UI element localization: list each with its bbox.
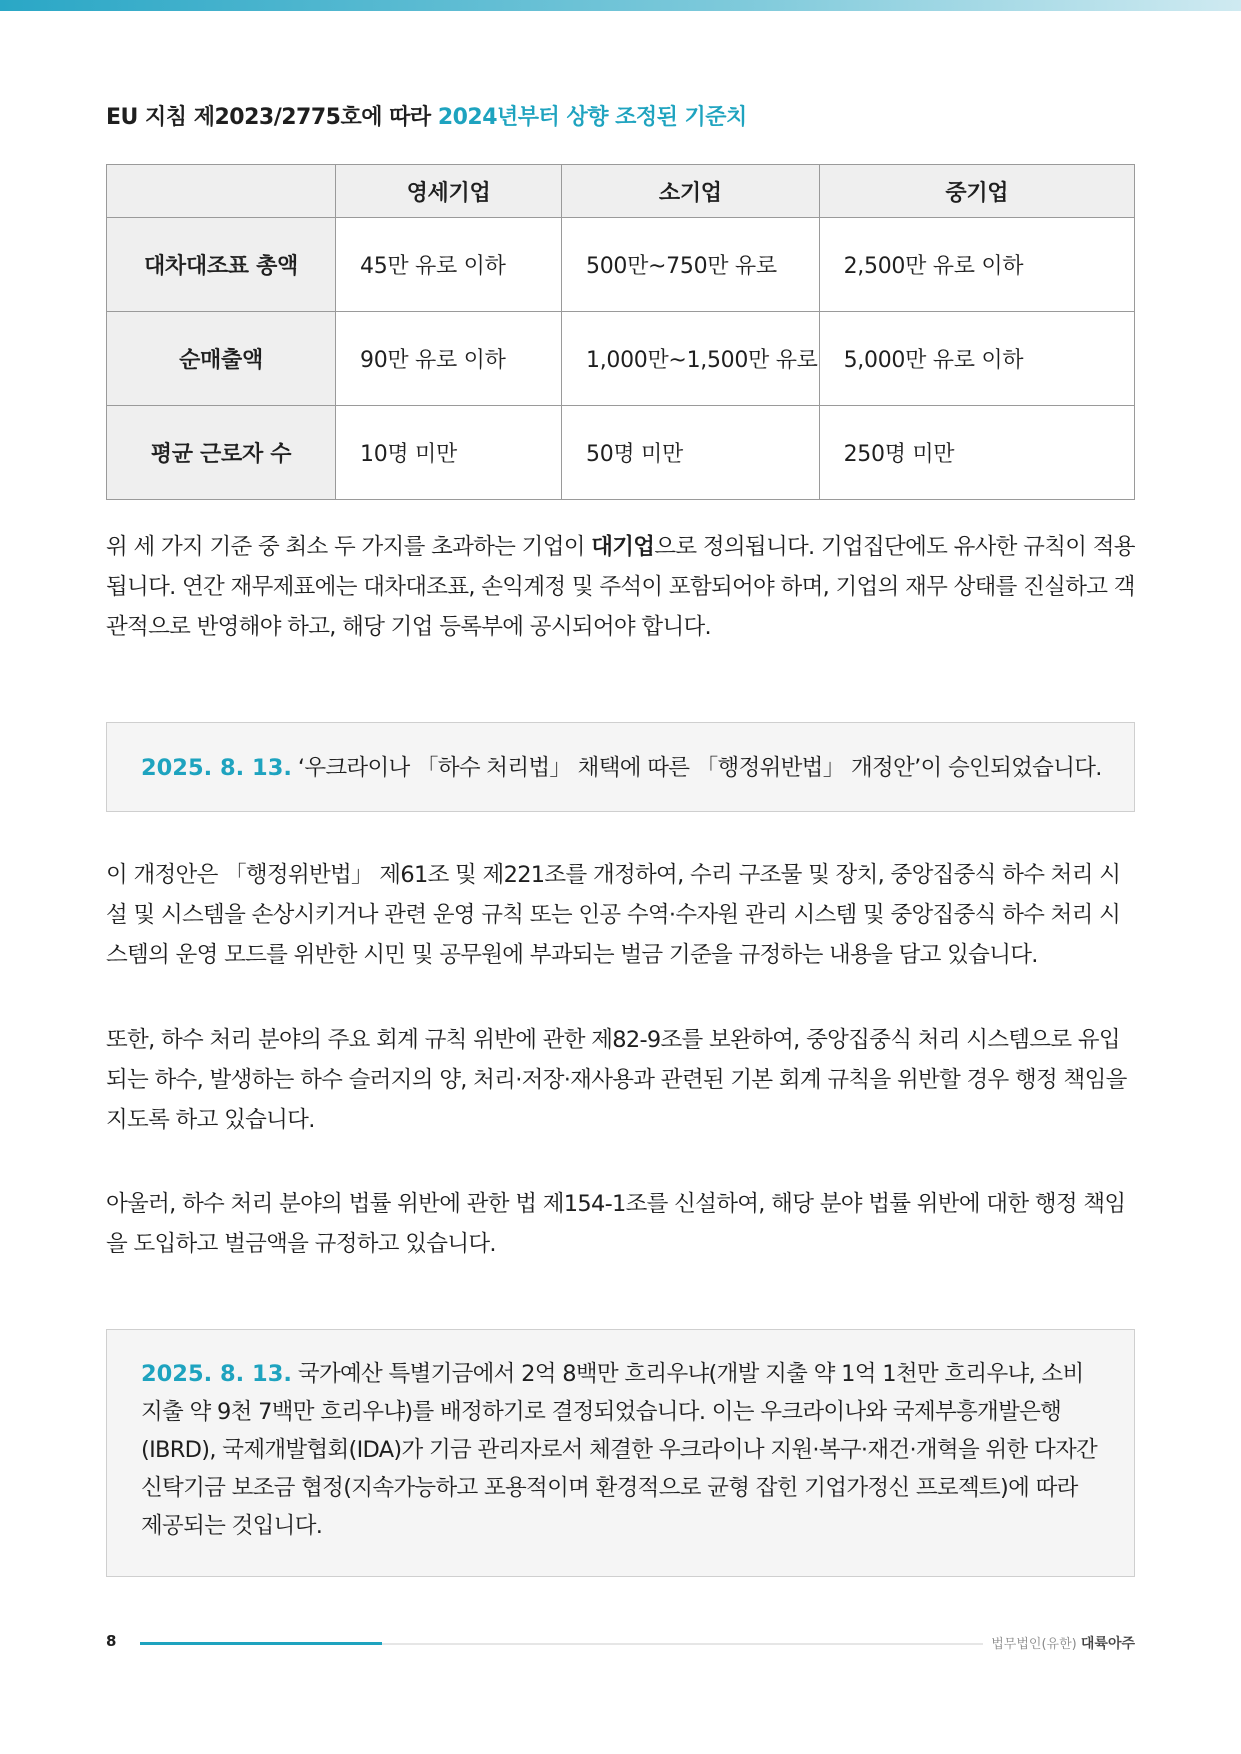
table-cell: 45만 유로 이하 xyxy=(336,218,562,312)
table-header-row xyxy=(107,165,1135,218)
table-cell: 2,500만 유로 이하 xyxy=(819,218,1134,312)
intro-text-before: 위 세 가지 기준 중 최소 두 가지를 초과하는 기업이 xyxy=(106,534,585,560)
table-cell: 500만~750만 유로 xyxy=(562,218,820,312)
section-title-highlight: 2024년부터 상향 조정된 기준치 xyxy=(437,105,747,130)
table-cell: 90만 유로 이하 xyxy=(336,312,562,406)
footer-brand-prefix: 법무법인(유한) xyxy=(991,1637,1077,1652)
body-paragraph-2: 또한, 하수 처리 분야의 주요 회계 규칙 위반에 관한 제82-9조를 보완하여, 중앙집중식 처리 시스템으로 유입되는 하수, 발생하는 하수 슬러지의 양, 처리·저장·재사용과 관련된 기본 회계 규칙을 위반할 경우 행정 책임을 지도록 하고 있습니다. xyxy=(106,1027,1127,1133)
intro-text-after: 으로 정의됩니다. 기업집단에도 유사한 규칙이 적용됩니다. 연간 재무제표에는 대차대조표, 손익계정 및 주석이 포함되어야 하며, 기업의 재무 상태를 진실하고 객관적으로 반영해야 하고, 해당 기업 등록부에 공시되어야 합니다. xyxy=(106,534,1135,640)
row-label: 대차대조표 총액 xyxy=(107,218,336,312)
footer-brand-name: 대륙아주 xyxy=(1080,1636,1135,1652)
news-box-1 xyxy=(106,722,1135,812)
section-title xyxy=(106,100,747,131)
news-date: 2025. 8. 13. xyxy=(141,1361,292,1387)
table-cell: 1,000만~1,500만 유로 xyxy=(562,312,820,406)
intro-paragraph xyxy=(106,527,1135,647)
enterprise-criteria-table xyxy=(106,164,1135,500)
footer-brand xyxy=(991,1633,1135,1653)
section-title-prefix: EU 지침 제2023/2775호에 따라 xyxy=(106,105,431,130)
page-number: 8 xyxy=(106,1632,117,1650)
table-row xyxy=(107,406,1135,500)
table-row xyxy=(107,312,1135,406)
table-cell: 5,000만 유로 이하 xyxy=(819,312,1134,406)
news-date: 2025. 8. 13. xyxy=(141,755,292,781)
table-cell: 10명 미만 xyxy=(336,406,562,500)
table-row xyxy=(107,218,1135,312)
footer-divider-accent xyxy=(140,1642,382,1645)
news-box-2-content xyxy=(141,1355,1104,1545)
row-label: 순매출액 xyxy=(107,312,336,406)
top-accent-bar xyxy=(0,0,1241,11)
news-box-1-content xyxy=(141,749,1104,787)
table-header-micro: 영세기업 xyxy=(336,165,562,218)
body-paragraph-1: 이 개정안은 「행정위반법」 제61조 및 제221조를 개정하여, 수리 구조물 및 장치, 중앙집중식 하수 처리 시설 및 시스템을 손상시키거나 관련 운영 규칙 또는 인공 수역·수자원 관리 시스템 및 중앙집중식 하수 처리 시스템의 운영 모드를 위반한 시민 및 공무원에 부과되는 벌금 기준을 규정하는 내용을 담고 있습니다. xyxy=(106,862,1121,968)
intro-bold-term: 대기업 xyxy=(591,534,655,560)
table-header-empty xyxy=(107,165,336,218)
table-header-medium: 중기업 xyxy=(819,165,1134,218)
table-cell: 50명 미만 xyxy=(562,406,820,500)
body-paragraph-3: 아울러, 하수 처리 분야의 법률 위반에 관한 법 제154-1조를 신설하여, 해당 분야 법률 위반에 대한 행정 책임을 도입하고 벌금액을 규정하고 있습니다. xyxy=(106,1191,1126,1257)
table-header-small: 소기업 xyxy=(562,165,820,218)
row-label: 평균 근로자 수 xyxy=(107,406,336,500)
table-cell: 250명 미만 xyxy=(819,406,1134,500)
news-box-2 xyxy=(106,1329,1135,1577)
news-text: ‘우크라이나 「하수 처리법」 채택에 따른 「행정위반법」 개정안’이 승인되었습니다. xyxy=(297,755,1102,781)
news-text: 국가예산 특별기금에서 2억 8백만 흐리우냐(개발 지출 약 1억 1천만 흐리우냐, 소비 지출 약 9천 7백만 흐리우냐)를 배정하기로 결정되었습니다. 이는 우크라이나와 국제부흥개발은행(IBRD), 국제개발협회(IDA)가 기금 관리자로서 체결한 우크라이나 지원·복구·재건·개혁을 위한 다자간 신탁기금 보조금 협정(지속가능하고 포용적이며 환경적으로 균형 잡힌 기업가정신 프로젝트)에 따라 제공되는 것입니다. xyxy=(141,1361,1098,1539)
